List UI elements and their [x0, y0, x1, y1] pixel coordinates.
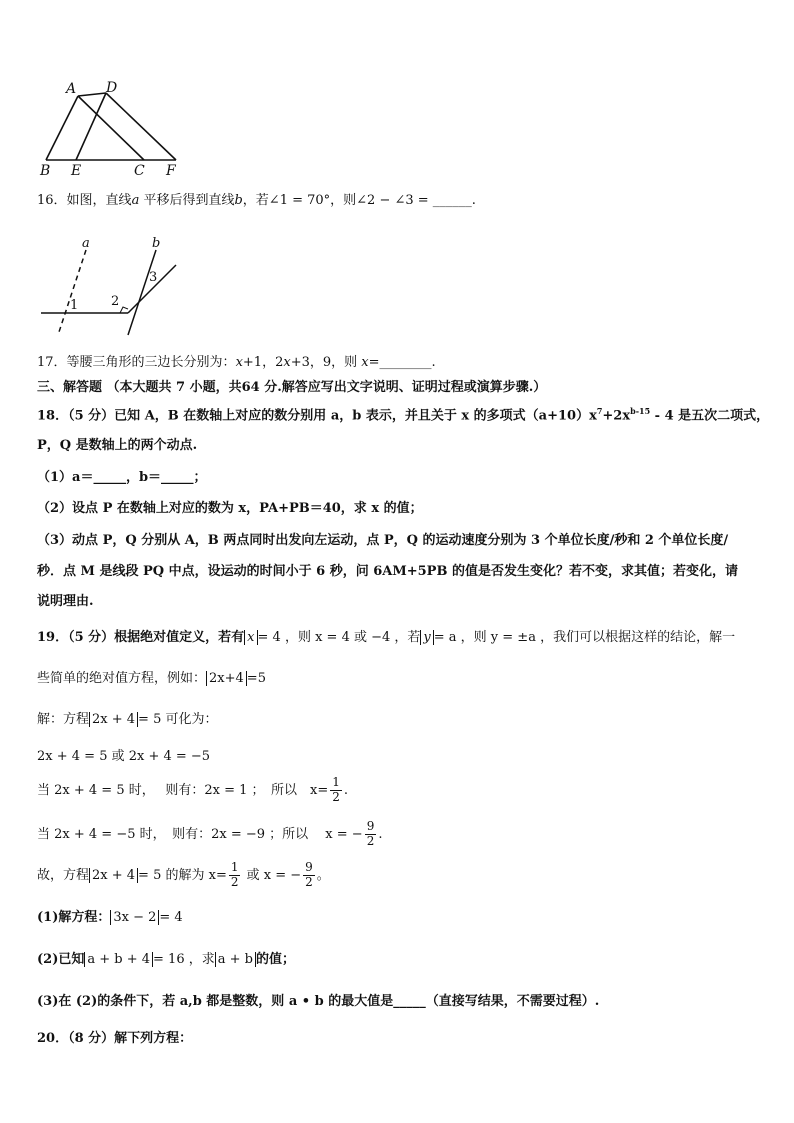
fraction: $\frac{9}{2}$ [366, 819, 375, 848]
fraction: $\frac{1}{2}$ [230, 860, 239, 889]
question-19-part1: (1)解方程： 3x − 2 = 4 [37, 910, 183, 925]
fraction: $\frac{1}{2}$ [332, 775, 340, 804]
label-c: C [134, 163, 145, 178]
question-19-part2: (2)已知 a + b + 4 = 16 ，求 a + b 的值； [37, 952, 295, 967]
question-18-line2: P，Q 是数轴上的两个动点. [37, 438, 198, 453]
question-18-part3-line3: 说明理由. [37, 594, 94, 609]
label-e: E [71, 163, 82, 178]
solution-line2: 2x + 4 = 5 或 2x + 4 = −5 [37, 749, 211, 764]
label-angle-3: 3 [149, 270, 158, 285]
label-angle-2: 2 [111, 294, 120, 309]
question-19-line1: 19．（5 分）根据绝对值定义，若有 x = 4 ，则 x = 4 或 −4 ，若 y = a ，则 y = ±a ，我们可以根据这样的结论，解一 [37, 630, 736, 645]
label-f: F [166, 163, 176, 178]
question-18-part3-line2: 秒．点 M 是线段 PQ 中点，设运动的时间小于 6 秒，问 6AM+5PB 的值是否发生变化？若不变，求其值；若变化，请 [37, 564, 738, 579]
fraction: $\frac{9}{2}$ [305, 860, 313, 889]
label-b: B [40, 163, 51, 178]
question-19-part3: (3)在 (2)的条件下，若 a,b 都是整数，则 a • b 的最大值是_____（直接写结果，不需要过程）. [37, 994, 600, 1009]
section-heading: 三、解答题 （本大题共 7 小题，共64 分.解答应写出文字说明、证明过程或演算步骤.） [37, 380, 547, 395]
question-18-part1: （1）a＝_____，b＝_____； [37, 470, 207, 485]
question-20: 20．（8 分）解下列方程： [37, 1031, 193, 1046]
label-a: A [66, 81, 77, 97]
label-line-b: b [152, 236, 161, 251]
question-18-part2: （2）设点 P 在数轴上对应的数为 x，PA+PB＝40，求 x 的值； [37, 501, 423, 516]
question-16: 16．如图，直线a 平移后得到直线b，若∠1 = 70°，则∠2 − ∠3 = ______. [37, 193, 476, 208]
question-18-part3-line1: （3）动点 P，Q 分别从 A，B 两点同时出发向左运动，点 P，Q 的运动速度分别为 3 个单位长度/秒和 2 个单位长度/ [37, 533, 729, 548]
question-18-line1: 18．（5 分）已知 A，B 在数轴上对应的数分别用 a，b 表示，并且关于 x 的多项式$(a+10)x^7+2x^{b-15} - 4$ 是五次二项式， [37, 406, 770, 424]
label-d: D [106, 80, 118, 96]
question-19-line2: 些简单的绝对值方程，例如： 2x+4 =5 [37, 671, 266, 686]
solution-line1: 解：方程 2x + 4 = 5 可化为： [37, 712, 218, 727]
solution-case2: 当 2x + 4 = −5 时， 则有：2x = −9 ；所以 x = − $\frac{9}{2}$ . [37, 819, 383, 848]
parallel-lines-figure [36, 78, 186, 178]
translated-lines-figure [36, 235, 186, 340]
question-17: 17．等腰三角形的三边长分别为：x+1，2x+3，9，则 x=________. [37, 355, 436, 370]
label-angle-1: 1 [70, 298, 79, 313]
solution-case1: 当 2x + 4 = 5 时， 则有：2x = 1 ； 所以 x= $\frac{1}{2}$ . [37, 775, 349, 804]
label-line-a: a [82, 236, 90, 251]
solution-conclusion: 故，方程 2x + 4 = 5 的解为 x= $\frac{1}{2}$ 或 x = − $\frac{9}{2}$ 。 [37, 860, 330, 889]
